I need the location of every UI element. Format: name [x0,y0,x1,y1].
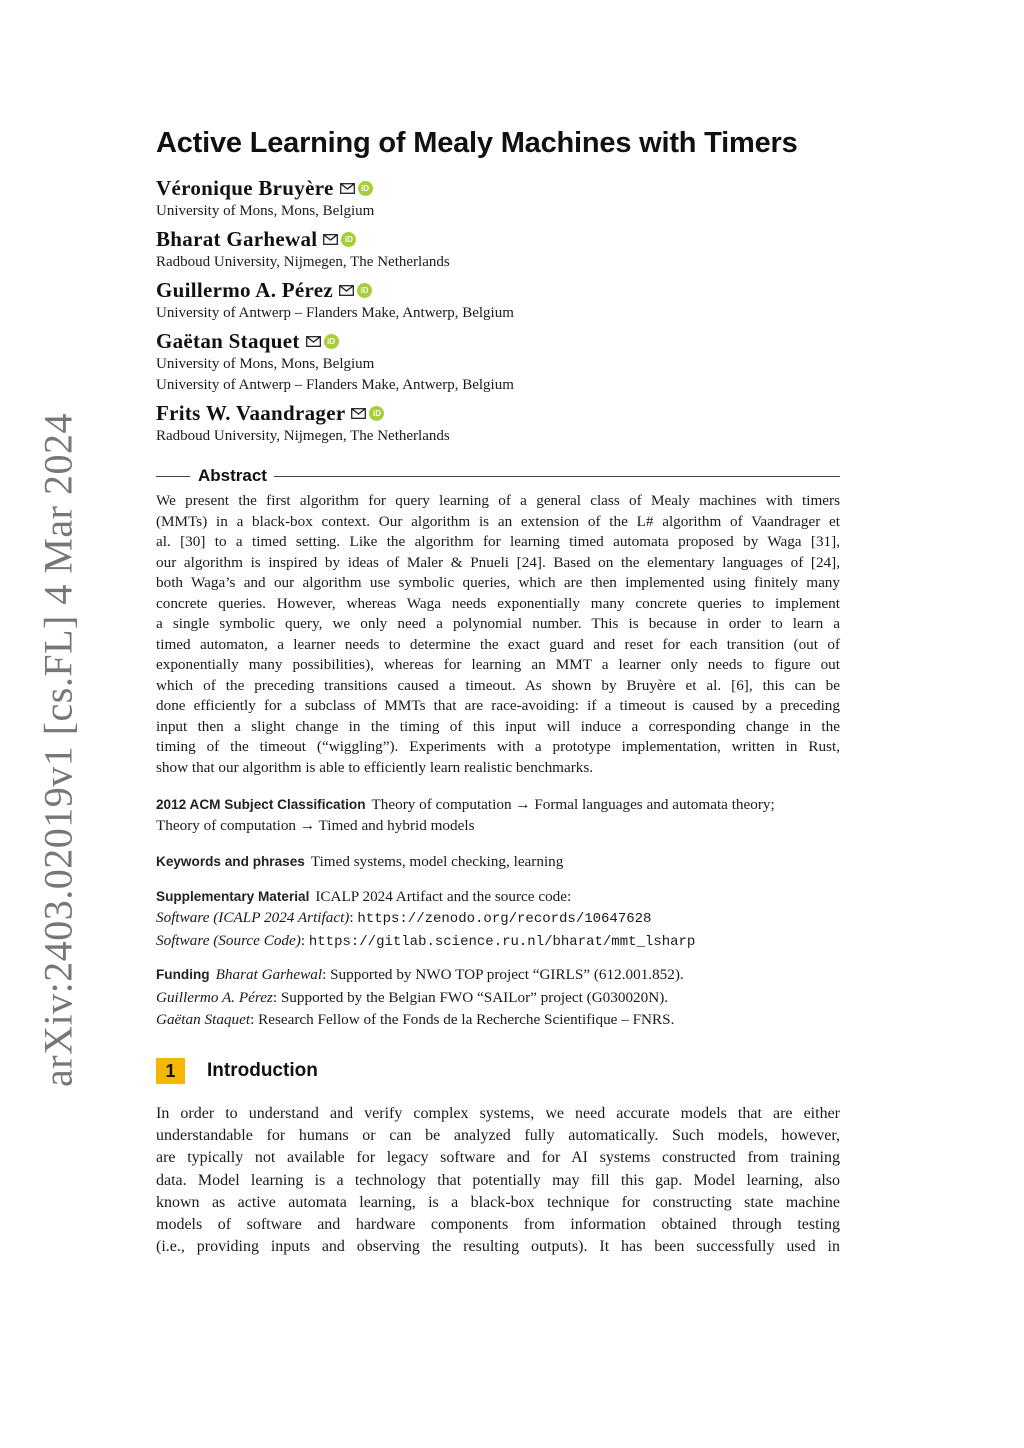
abstract-line: exponentially many possibilities), whereas for learning an MMT a learner only needs to figure out [156,656,840,673]
arxiv-identifier-text: arXiv:2403.02019v1 [cs.FL] 4 Mar 2024 [35,413,81,1087]
abstract-line: a single symbolic query, we only need a polynomial number. This is because in order to learn a [156,615,840,632]
orcid-icon[interactable]: iD [358,181,373,196]
supplementary-text: ICALP 2024 Artifact and the source code: [315,888,572,905]
software-link[interactable]: https://gitlab.science.ru.nl/bharat/mmt_lsharp [308,934,696,950]
author-name: Bharat Garhewal [156,227,318,251]
section-number-badge: 1 [156,1058,185,1084]
software-link[interactable]: https://zenodo.org/records/10647628 [357,911,652,927]
body-line: data. Model learning is a technology that potentially may fill this gap. Model learning, also [156,1171,840,1189]
software-label: Software (Source Code) [156,932,301,949]
author-block [156,227,450,273]
funded-author: Bharat Garhewal [215,966,323,983]
acm-text: Theory of computation → Timed and hybrid models [156,817,475,834]
body-line: In order to understand and verify complex systems, we need accurate models that are either [156,1105,840,1122]
introduction-text [156,1103,840,1258]
acm-label: 2012 ACM Subject Classification [156,797,366,812]
abstract-label: Abstract [198,466,267,485]
author-block [156,278,514,324]
funding-text: : Research Fellow of the Fonds de la Recherche Scientifique – FNRS. [250,1011,675,1028]
affiliation: University of Mons, Mons, Belgium [156,203,375,219]
author-name: Gaëtan Staquet [156,329,300,353]
body-line: (i.e., providing inputs and observing the resulting outputs). It has been successfully used in [156,1238,840,1256]
body-line: known as active automata learning, is a black-box technique for constructing state machine [156,1193,840,1211]
body-line: understandable for humans or can be analyzed fully automatically. Such models, however, [156,1127,840,1145]
affiliation: University of Antwerp – Flanders Make, Antwerp, Belgium [156,376,514,393]
divider [156,476,190,477]
abstract-line: show that our algorithm is able to efficiently learn realistic benchmarks. [156,758,594,776]
abstract-line: both Waga’s and our algorithm use symbolic queries, which are then implemented using finitely many [156,574,840,591]
keywords-text: Timed systems, model checking, learning [310,853,564,870]
envelope-icon[interactable] [340,183,355,194]
funding-text: : Supported by the Belgian FWO “SAILor” project (G030020N). [272,988,669,1006]
abstract-line: timing of the timeout (“wiggling”). Experiments with a prototype implementation, written in Rust, [156,738,840,755]
abstract-line: done efficiently for a subclass of MMTs that are race-avoiding: if a timeout is caused by a preceding [156,697,840,714]
abstract-line: which of the preceding transitions caused a timeout. As shown by Bruyère et al. [6], this can be [156,676,840,694]
paper-title: Active Learning of Mealy Machines with Timers [156,127,798,159]
abstract-line: concrete queries. However, whereas Waga needs exponentially many concrete queries to implement [156,594,840,612]
abstract-text [156,491,840,778]
author-block [156,176,374,222]
body-line: are typically not available for legacy software and for AI systems constructed from training [156,1149,840,1167]
affiliation: Radboud University, Nijmegen, The Netherlands [156,428,450,444]
abstract-line: We present the first algorithm for query learning of a general class of Mealy machines with timers [156,492,840,509]
author-block [156,401,450,447]
software-label: Software (ICALP 2024 Artifact) [156,909,350,926]
supplementary-material: Supplementary Material ICALP 2024 Artifact and the source code: Software (ICALP 2024 Artifact): https://zenodo.org/records/10647628 Software (Source Code): https://gitlab.science.ru.nl/bharat/mmt_lsharp [156,888,696,950]
acm-classification [156,794,846,836]
author-name: Guillermo A. Pérez [156,278,334,302]
section-title: Introduction [207,1060,318,1081]
funded-author: Gaëtan Staquet [156,1011,251,1028]
abstract-line: input then a slight change in the timing of this input will induce a corresponding change in the [156,717,840,735]
body-line: models of software and hardware components from information obtained through testing [156,1216,840,1234]
envelope-icon[interactable] [351,408,366,419]
envelope-icon[interactable] [323,234,338,245]
orcid-icon[interactable]: iD [357,283,372,298]
supplementary-label: Supplementary Material [156,889,310,904]
affiliation: Radboud University, Nijmegen, The Netherlands [156,254,450,270]
funding [156,964,846,1032]
abstract-line: timed automaton, a learner needs to determine the exact guard and reset for each transition (out of [156,635,840,653]
orcid-icon[interactable]: iD [369,406,384,421]
orcid-icon[interactable]: iD [341,232,356,247]
keywords-label: Keywords and phrases [156,854,305,869]
funding-text: : Supported by NWO TOP project “GIRLS” (612.001.852). [322,966,684,983]
author-block [156,329,514,395]
keywords [156,851,846,872]
affiliation: University of Antwerp – Flanders Make, Antwerp, Belgium [156,305,514,321]
acm-text: Theory of computation → Formal languages and automata theory; [371,796,775,813]
divider [274,476,840,477]
abstract-line: our algorithm is inspired by ideas of Maler & Pnueli [24]. Based on the elementary languages of [24], [156,553,840,571]
funded-author: Guillermo A. Pérez [156,988,273,1006]
funding-label: Funding [156,967,210,982]
envelope-icon[interactable] [339,285,354,296]
affiliation: University of Mons, Mons, Belgium [156,356,375,372]
abstract-line: (MMTs) in a black-box context. Our algorithm is an extension of the L# algorithm of Vaandrager et [156,512,840,530]
abstract-line: al. [30] to a timed setting. Like the algorithm for learning timed automata proposed by Waga [31], [156,533,840,550]
envelope-icon[interactable] [306,336,321,347]
orcid-icon[interactable]: iD [324,334,339,349]
author-name: Véronique Bruyère [156,176,334,200]
author-name: Frits W. Vaandrager [156,401,346,425]
abstract-heading [156,466,840,486]
section-heading [156,1058,318,1084]
